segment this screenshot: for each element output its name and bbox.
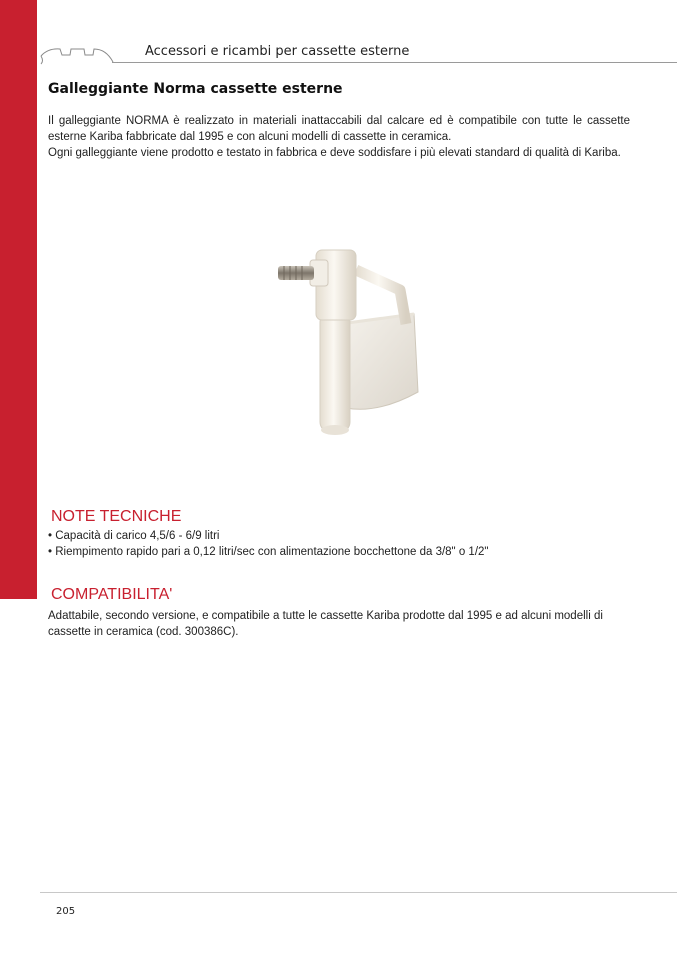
section-header-title: Accessori e ricambi per cassette esterne bbox=[145, 44, 410, 59]
list-item: • Riempimento rapido pari a 0,12 litri/sec con alimentazione bocchettone da 3/8" o 1/2" bbox=[48, 546, 489, 558]
footer-rule bbox=[40, 892, 677, 893]
description-paragraph: Ogni galleggiante viene prodotto e testato in fabbrica e deve soddisfare i più elevati standard di qualità di Kariba. bbox=[48, 147, 621, 159]
header-rule bbox=[112, 62, 677, 63]
product-description bbox=[48, 113, 630, 161]
technical-notes-list bbox=[48, 528, 638, 560]
list-item: • Capacità di carico 4,5/6 - 6/9 litri bbox=[48, 530, 220, 542]
compatibility-heading: COMPATIBILITA' bbox=[51, 586, 173, 603]
compatibility-text bbox=[48, 608, 638, 640]
description-paragraph: Il galleggiante NORMA è realizzato in materiali inattaccabili dal calcare ed è compatibile con tutte le cassette esterne Kariba fabbricate dal 1995 e con alcuni modelli di cassette in ceramica. bbox=[48, 115, 630, 143]
compatibility-paragraph: Adattabile, secondo versione, e compatibile a tutte le cassette Kariba prodotte dal 1995 e ad alcuni modelli di cassette in ceramica (cod. 300386C). bbox=[48, 610, 603, 638]
side-color-band bbox=[0, 0, 37, 599]
product-photo bbox=[228, 232, 438, 472]
page-number: 205 bbox=[56, 906, 76, 917]
tooth-outline-icon bbox=[40, 44, 114, 66]
technical-notes-heading: NOTE TECNICHE bbox=[51, 508, 182, 525]
product-title: Galleggiante Norma cassette esterne bbox=[48, 81, 343, 97]
